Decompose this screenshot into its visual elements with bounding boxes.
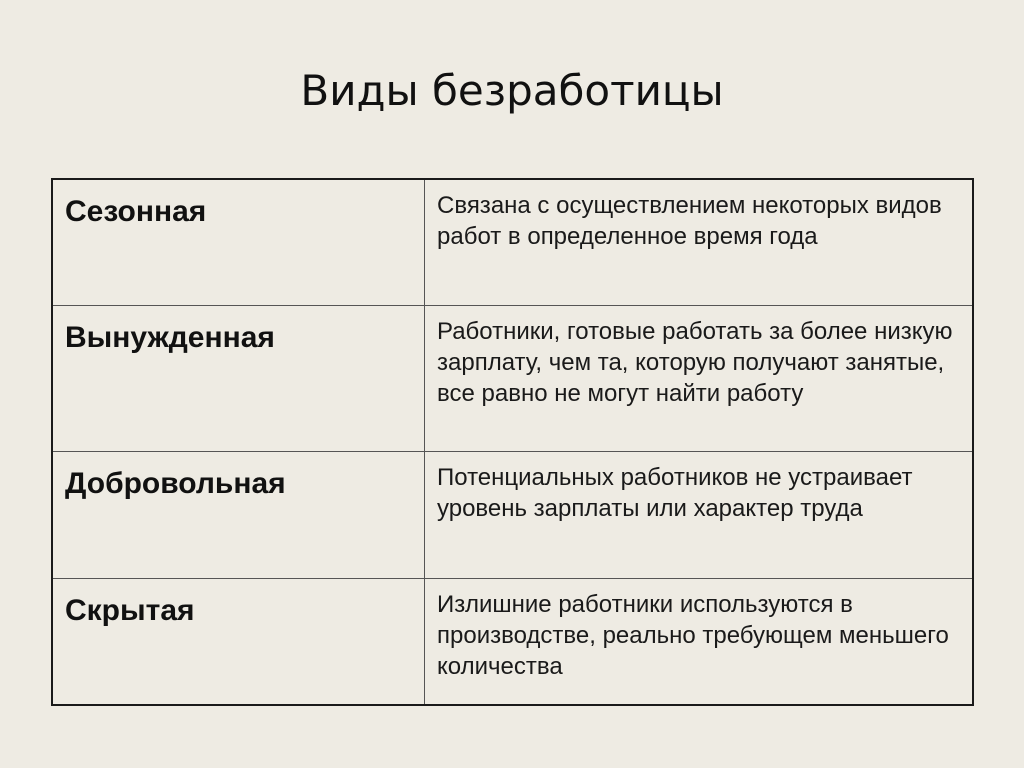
- table-row: [52, 452, 973, 579]
- table-row: [52, 306, 973, 452]
- table-row: [52, 179, 973, 306]
- description-cell: [425, 452, 974, 579]
- type-description: Работники, готовые работать за более низкую зарплату, чем та, которую получают занятые, все равно не могут найти работу: [437, 318, 953, 407]
- type-cell: [52, 579, 425, 706]
- type-cell: [52, 306, 425, 452]
- unemployment-types-table: [51, 178, 974, 706]
- description-cell: [425, 306, 974, 452]
- type-name: Сезонная: [65, 195, 207, 228]
- description-cell: [425, 579, 974, 706]
- type-description: Связана с осуществлением некоторых видов работ в определенное время года: [437, 192, 942, 250]
- type-cell: [52, 179, 425, 306]
- type-description: Излишние работники используются в производстве, реально требующем меньшего количества: [437, 591, 949, 680]
- table-row: [52, 579, 973, 706]
- description-cell: [425, 179, 974, 306]
- type-description: Потенциальных работников не устраивает уровень зарплаты или характер труда: [437, 464, 913, 522]
- type-name: Добровольная: [65, 467, 286, 500]
- slide-title: Виды безработицы: [300, 66, 724, 115]
- type-name: Скрытая: [65, 594, 195, 627]
- type-cell: [52, 452, 425, 579]
- type-name: Вынужденная: [65, 321, 275, 354]
